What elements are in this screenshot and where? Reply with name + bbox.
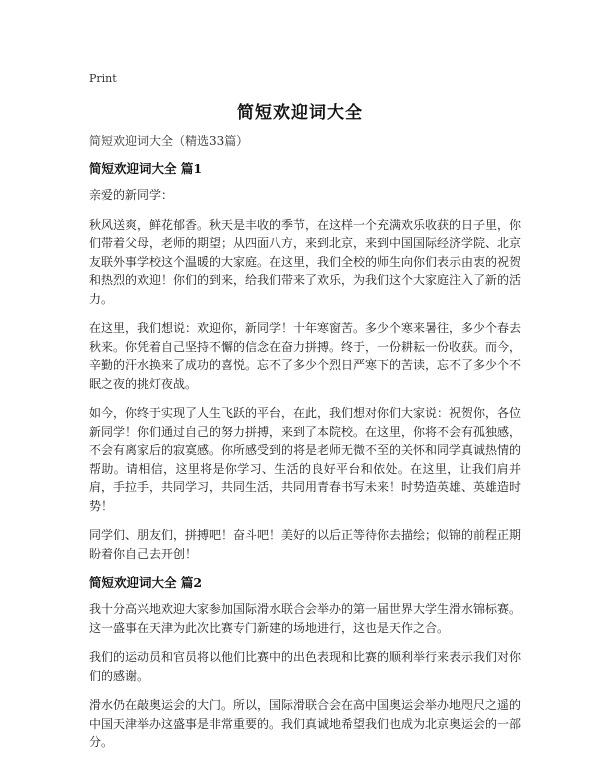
print-label[interactable]: Print bbox=[89, 72, 117, 85]
document-body bbox=[89, 133, 521, 763]
paragraph: 我们的运动员和官员将以他们比赛中的出色表现和比赛的顺利举行来表示我们对你们的感谢。 bbox=[89, 650, 522, 683]
paragraph: 我十分高兴地欢迎大家参加国际滑水联合会举办的第一届世界大学生滑水锦标赛。这一盛事在天津为此次比赛专门新建的场地进行，这也是天作之合。 bbox=[89, 602, 522, 635]
section-1 bbox=[89, 160, 521, 563]
section-2 bbox=[89, 574, 521, 752]
paragraph: 如今，你终于实现了人生飞跃的平台，在此，我们想对你们大家说：祝贺你，各位新同学！你们通过自己的努力拼搏，来到了本院校。在这里，你将不会有孤独感，不会有离家后的寂寞感。你所感受到的将是老师无微不至的关怀和同学真诚热情的帮助。请相信，这里将是你学习、生活的良好平台和依处。在这里，让我们肩并肩，手拉手，共同学习，共同生活，共同用青春书写未来！时势造英雄、英雄造时势！ bbox=[89, 406, 522, 513]
paragraph: 亲爱的新同学： bbox=[89, 188, 174, 202]
paragraph: 在这里，我们想说：欢迎你，新同学！十年寒窗苦。多少个寒来暑往，多少个春去秋来。你凭着自己坚持不懈的信念在奋力拼搏。终于，一份耕耘一份收获。而今，辛勤的汗水换来了成功的喜悦。忘不了多少个烈日严寒下的苦读，忘不了多少个不眠之夜的挑灯夜战。 bbox=[89, 321, 522, 391]
paragraph: 秋风送爽，鲜花郁香。秋天是丰收的季节，在这样一个充满欢乐收获的日子里，你们带着父母，老师的期望；从四面八方，来到北京，来到中国国际经济学院、北京友联外事学校这个温暖的大家庭。在这里，我们全校的师生向你们表示由衷的祝贺和热烈的欢迎！你们的到来，给我们带来了欢乐，为我们这个大家庭注入了新的活力。 bbox=[89, 217, 522, 306]
paragraph: 滑水仍在敲奥运会的大门。所以，国际滑联合会在高中国奥运会举办地咫尺之遥的中国天津举办这盛事是非常重要的。我们真诚地希望我们也成为北京奥运会的一部分。 bbox=[89, 698, 522, 749]
page-title: 简短欢迎词大全 bbox=[237, 103, 363, 123]
section-heading: 简短欢迎词大全 篇1 bbox=[89, 161, 203, 176]
paragraph: 同学们、朋友们，拼搏吧！奋斗吧！美好的以后正等待你去描绘；似锦的前程正期盼着你自己去开创！ bbox=[89, 528, 522, 561]
section-heading: 简短欢迎词大全 篇2 bbox=[89, 575, 203, 590]
document-subtitle: 简短欢迎词大全（精选33篇） bbox=[89, 134, 249, 148]
